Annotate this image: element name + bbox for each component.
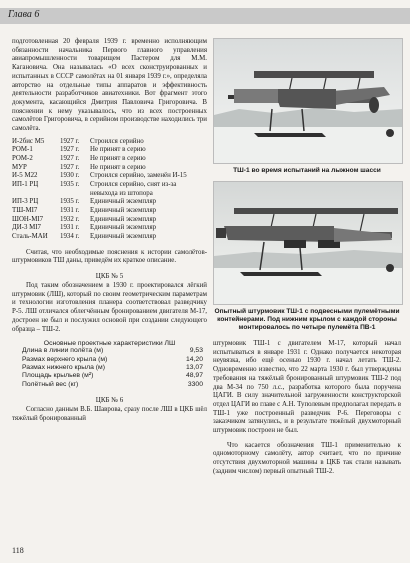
photo-1-caption: ТШ-1 во время испытаний на лыжном шасси bbox=[233, 167, 381, 174]
page-number: 118 bbox=[12, 546, 24, 555]
list-item: И-5 М22 1930 г. Строился серийно, заменён И-15 bbox=[12, 172, 187, 180]
ckb6-paragraph: Согласно данным В.Б. Шаврова, сразу после ЛШ в ЦКБ шёл тяжёлый бронированный bbox=[12, 406, 207, 422]
photo-2-caption: Опытный штурмовик ТШ-1 с подвесными пулемётными контейнерами. Под нижним крылом с каждой стороны монтировалось по четыре пулемёта ПВ-1 bbox=[214, 308, 400, 331]
photo-tsh1-ski bbox=[213, 38, 403, 164]
list-item: РОМ-1 1927 г. Не принят в серию bbox=[12, 146, 146, 154]
spec-row: Площадь крыльев (м²) 48,97 bbox=[22, 372, 203, 380]
aircraft-list bbox=[12, 138, 207, 242]
after-list-paragraph: Считая, что необходимые пояснения к истории самолётов-штурмовиков ТШ даны, приведём их краткое описание. bbox=[12, 248, 207, 265]
list-item: МУР 1927 г. Не принят в серию bbox=[12, 163, 146, 171]
list-item: ИП-3 РЦ 1935 г. Единичный экземпляр bbox=[12, 198, 157, 206]
spec-row: Размах нижнего крыла (м) 13,07 bbox=[22, 364, 203, 372]
chapter-title: Глава 6 bbox=[8, 9, 40, 20]
list-item: ДИ-3 МІ7 1931 г. Единичный экземпляр bbox=[12, 224, 157, 232]
spec-row: Полётный вес (кг) 3300 bbox=[22, 380, 203, 388]
ckb5-heading: ЦКБ № 5 bbox=[95, 272, 124, 281]
right-paragraph-1: штурмовик ТШ-1 с двигателем М-17, который начал испытываться в январе 1931 г. Однако получается некоторая неувязка, ибо ещё осенью 1930 г. начал летать ТШ-2. Одновременно известно, что 22 марта 1930 г. был утверждены требования на тяжёлый бронированный штурмовик ТШ-2 под два М-34 по 750 л.с., разработка которого была поручена ЦАГИ. В силу значительной загруженности конструкторской отдел ЦАГИ во главе с А.Н. Туполевым предполагал передать в ТШ-1 уже построенный разведчик Р-6. Переговоры с заказчиком затянулись, и в результате тяжёлый двухмоторный штурмовик построен не был. bbox=[213, 340, 401, 435]
specs-heading: Основные проектные характеристики ЛШ bbox=[43, 340, 176, 348]
list-item: ТШ-МІ7 1931 г. Единичный экземпляр bbox=[12, 206, 157, 214]
photo-tsh1-containers bbox=[213, 181, 403, 305]
list-item: Сталь-МАИ 1934 г. Единичный экземпляр bbox=[12, 232, 157, 240]
right-paragraph-2: Что касается обозначения ТШ-1 применительно к одномоторному самолёту, автор считает, что по причине отсутствия двухмоторной машины в ЦКБ так стали называть (задним числом) первый опытный ТШ-2. bbox=[213, 441, 401, 475]
intro-paragraph: подготовленная 20 февраля 1939 г. временно исполняющим обязанности начальника Первого главного управления авиапромышленности товарищем Пастером для М.М. Кагановича. Она называлась «О всех сконструированных и испытанных в СССР самолётах на 01 января 1939 г.», определяла авторство на отдельные типы аппаратов и эффективность деятельности разработчиков авиатехники. Вот фрагмент этого документа, касающийся Дмитрия Павловича Григоровича. В пояснении к нему указывалось, что из всех построенных самолётов Григоровича, в серийном производстве находились три самолёта. bbox=[12, 38, 207, 133]
spec-row: Размах верхнего крыла (м) 14,20 bbox=[22, 355, 203, 363]
spec-row: Длина в линии полёта (м) 9,53 bbox=[22, 347, 203, 355]
list-item: ИП-1 РЦ 1935 г. Строился серийно, снят из-за bbox=[12, 181, 177, 189]
list-item: невыхода из штопора bbox=[90, 189, 153, 197]
ckb5-paragraph: Под таким обозначением в 1930 г. проектировался лёгкий штурмовик (ЛШ), который по своим геометрическим параметрам и технологии изготовления планера соответствовал разведчику Р-5. ЛШ отличался облегчённым бронированием двигателя М-17, достроен не был и послужил основой при создании следующего образца – ТШ-2. bbox=[12, 282, 207, 333]
list-item: И-2бис М5 1927 г. Строился серийно bbox=[12, 137, 144, 145]
right-column bbox=[213, 38, 401, 477]
biplane-photo-2 bbox=[214, 182, 402, 304]
list-item: ШОН-МІ7 1932 г. Единичный экземпляр bbox=[12, 215, 157, 223]
ckb6-heading: ЦКБ № 6 bbox=[95, 396, 124, 405]
specs-table bbox=[12, 347, 207, 389]
left-column bbox=[12, 38, 207, 424]
chapter-header-bar bbox=[0, 8, 410, 24]
list-item: РОМ-2 1927 г. Не принят в серию bbox=[12, 155, 146, 163]
biplane-photo-1 bbox=[214, 39, 402, 163]
